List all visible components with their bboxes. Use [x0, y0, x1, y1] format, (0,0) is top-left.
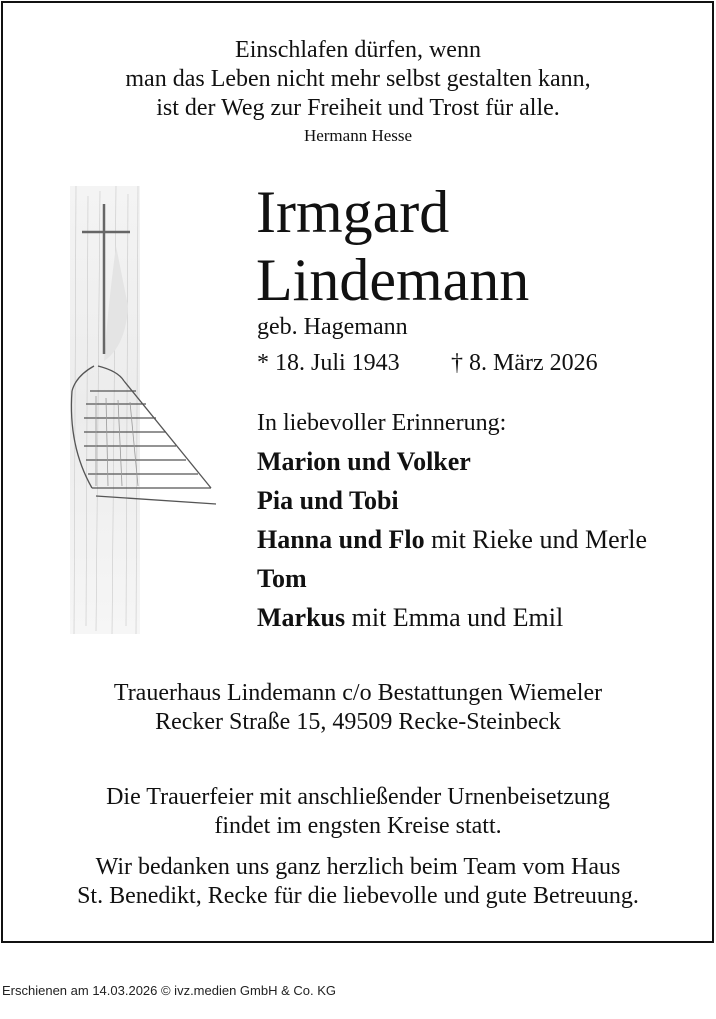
mourning-house-address: [0, 679, 716, 737]
last-name: Lindemann: [256, 247, 530, 313]
list-item: [257, 563, 647, 602]
birth-date: * 18. Juli 1943: [257, 350, 400, 376]
quote-line: ist der Weg zur Freiheit und Trost für alle.: [156, 95, 560, 121]
cross-staircase-icon: [66, 186, 226, 634]
first-name: Irmgard: [256, 179, 450, 245]
service-line: Die Trauerfeier mit anschließender Urnenbeisetzung: [106, 784, 610, 810]
quote: [0, 36, 716, 123]
mourner-name: Tom: [257, 564, 307, 593]
thanks-line: St. Benedikt, Recke für die liebevolle und gute Betreuung.: [77, 883, 639, 909]
quote-line: Einschlafen dürfen, wenn: [235, 37, 481, 63]
thanks-line: Wir bedanken uns ganz herzlich beim Team vom Haus: [95, 854, 621, 880]
list-item: [257, 524, 647, 563]
thanks-note: [0, 853, 716, 911]
birth-name: geb. Hagemann: [257, 314, 408, 340]
list-item: [257, 485, 647, 524]
list-item: [257, 446, 647, 485]
address-line: Trauerhaus Lindemann c/o Bestattungen Wiemeler: [113, 680, 603, 706]
death-date: † 8. März 2026: [451, 350, 598, 376]
address-line: Recker Straße 15, 49509 Recke-Steinbeck: [155, 709, 561, 735]
mourners-list: [257, 446, 647, 641]
list-item: [257, 602, 647, 641]
quote-author: Hermann Hesse: [303, 126, 413, 145]
mourner-extra: mit Emma und Emil: [345, 603, 564, 632]
service-line: findet im engsten Kreise statt.: [214, 813, 502, 839]
mourner-name: Hanna und Flo: [257, 525, 425, 554]
mourner-name: Marion und Volker: [257, 447, 471, 476]
publication-footer: Erschienen am 14.03.2026 © ivz.medien GmbH & Co. KG: [2, 983, 337, 998]
mourner-name: Markus: [257, 603, 346, 632]
deceased-name: [256, 178, 529, 314]
mourners-intro: In liebevoller Erinnerung:: [257, 410, 507, 436]
quote-line: man das Leben nicht mehr selbst gestalten kann,: [125, 66, 591, 92]
mourner-name: Pia und Tobi: [257, 486, 399, 515]
funeral-service-note: [0, 783, 716, 841]
mourner-extra: mit Rieke und Merle: [424, 525, 648, 554]
